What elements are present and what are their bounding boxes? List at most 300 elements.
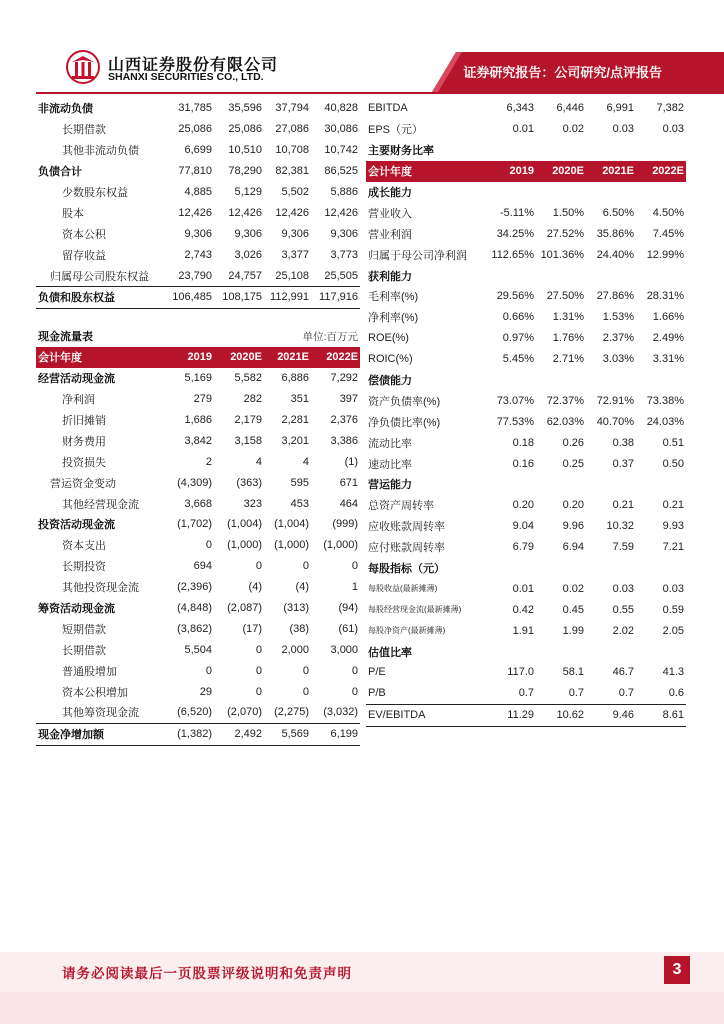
row-label: 短期借款 bbox=[62, 623, 106, 636]
value-cell: (4,309) bbox=[177, 476, 212, 489]
table-row bbox=[36, 556, 360, 577]
header-cell: 2022E bbox=[311, 347, 360, 368]
cash-flow-title: 现金流量表 bbox=[38, 331, 93, 344]
footer-disclaimer: 请务必阅读最后一页股票评级说明和免责声明 bbox=[62, 966, 352, 982]
value-cell: 2,179 bbox=[234, 414, 262, 426]
row-label: 成长能力 bbox=[368, 187, 412, 199]
value-cell: 0.03 bbox=[612, 123, 634, 136]
row-label: 流动比率 bbox=[368, 437, 412, 450]
table-row bbox=[366, 620, 686, 641]
table-row bbox=[36, 598, 360, 619]
value-cell: (1,000) bbox=[323, 539, 359, 552]
value-cell: 29 bbox=[199, 685, 212, 698]
value-cell: 73.38% bbox=[646, 394, 684, 407]
row-label: 净负债比率(%) bbox=[368, 416, 441, 429]
value-cell: 0.7 bbox=[568, 687, 584, 700]
value-cell: (1,004) bbox=[274, 518, 309, 531]
row-label: 投资活动现金流 bbox=[38, 519, 115, 532]
row-label: 其他经营现金流 bbox=[62, 498, 139, 511]
value-cell: 323 bbox=[243, 497, 262, 510]
value-cell: 0.66% bbox=[502, 311, 534, 324]
value-cell: (1,702) bbox=[177, 518, 212, 531]
value-cell: 1.31% bbox=[552, 311, 584, 324]
value-cell: 6,343 bbox=[506, 102, 534, 115]
table-row bbox=[366, 349, 686, 370]
value-cell: 282 bbox=[243, 393, 262, 406]
value-cell: (2,396) bbox=[177, 581, 212, 594]
table-row bbox=[366, 223, 686, 244]
value-cell: 82,381 bbox=[275, 165, 309, 178]
value-cell: (2,087) bbox=[227, 602, 262, 615]
table-row bbox=[36, 577, 360, 598]
value-cell: 101.36% bbox=[540, 248, 584, 261]
value-cell: 9.96 bbox=[562, 520, 584, 533]
value-cell: 0.16 bbox=[512, 457, 534, 470]
value-cell: 40.70% bbox=[596, 415, 634, 428]
value-cell: 12,426 bbox=[324, 206, 358, 219]
value-cell: (3,032) bbox=[323, 706, 359, 719]
table-row bbox=[366, 202, 686, 223]
table-row bbox=[366, 432, 686, 453]
value-cell: 0.6 bbox=[668, 687, 684, 700]
value-cell: 0 bbox=[255, 643, 262, 656]
row-label: 财务费用 bbox=[62, 435, 106, 448]
value-cell: (17) bbox=[242, 622, 262, 635]
value-cell: 3.31% bbox=[652, 353, 684, 366]
value-cell: 0.7 bbox=[518, 687, 534, 700]
cash-flow-header-row bbox=[36, 347, 360, 368]
row-label: 投资损失 bbox=[62, 456, 106, 469]
value-cell: 2,492 bbox=[214, 723, 264, 745]
header-cell: 2022E bbox=[636, 161, 686, 182]
value-cell: 0.01 bbox=[512, 582, 534, 595]
value-cell: 4,885 bbox=[184, 186, 212, 198]
row-label: 应收账款周转率 bbox=[368, 521, 445, 534]
value-cell: 6,446 bbox=[556, 102, 584, 115]
value-cell: 1 bbox=[351, 581, 359, 594]
value-cell: 671 bbox=[339, 476, 359, 489]
cash-flow-unit: 单位:百万元 bbox=[302, 330, 359, 343]
financial-ratios-table bbox=[366, 98, 686, 727]
row-label: 净利率(%) bbox=[368, 312, 419, 325]
value-cell: 7,292 bbox=[330, 372, 359, 385]
value-cell: 73.07% bbox=[496, 394, 534, 407]
row-label: EPS（元） bbox=[368, 124, 424, 137]
header-divider bbox=[36, 92, 724, 94]
value-cell: 0.26 bbox=[562, 436, 584, 449]
value-cell: 23,790 bbox=[178, 269, 212, 282]
ratios-header-row bbox=[366, 161, 686, 182]
row-label: 营业利润 bbox=[368, 228, 412, 241]
table-row bbox=[36, 535, 360, 556]
value-cell: (1,000) bbox=[227, 539, 262, 552]
value-cell: 0.7 bbox=[618, 687, 634, 700]
value-cell: 5,569 bbox=[264, 723, 311, 745]
value-cell: 0 bbox=[351, 664, 359, 677]
value-cell: 24.03% bbox=[646, 415, 684, 428]
row-label: 归属于母公司净利润 bbox=[368, 249, 467, 262]
value-cell: 1.50% bbox=[552, 206, 584, 219]
row-label: 其他非流动负债 bbox=[62, 145, 139, 158]
row-label: 总资产周转率 bbox=[368, 500, 434, 513]
table-row bbox=[36, 223, 360, 244]
header-cell: 会计年度 bbox=[366, 161, 484, 182]
value-cell: 1,686 bbox=[184, 414, 212, 426]
value-cell: 4 bbox=[302, 455, 309, 468]
value-cell: (38) bbox=[289, 622, 309, 635]
value-cell: 40,828 bbox=[324, 102, 358, 115]
table-row bbox=[366, 599, 686, 620]
row-label: 长期投资 bbox=[62, 561, 106, 574]
table-row bbox=[366, 683, 686, 704]
page-number: 3 bbox=[664, 956, 690, 984]
value-cell: 31,785 bbox=[178, 102, 212, 115]
row-label: P/B bbox=[368, 687, 386, 700]
row-label: 折旧摊销 bbox=[62, 415, 106, 427]
row-label: ROIC(%) bbox=[368, 353, 413, 366]
value-cell: 7.59 bbox=[612, 541, 634, 554]
value-cell: 0.55 bbox=[612, 603, 634, 616]
table-row bbox=[36, 514, 360, 535]
value-cell: 694 bbox=[193, 560, 212, 573]
company-name-en: SHANXI SECURITIES CO., LTD. bbox=[108, 71, 264, 83]
value-cell: 1.76% bbox=[552, 332, 584, 345]
table-row bbox=[36, 244, 360, 265]
value-cell: 0.38 bbox=[612, 436, 634, 449]
value-cell: 37,794 bbox=[275, 102, 309, 115]
value-cell: 1.66% bbox=[652, 311, 684, 324]
row-label: 其他投资现金流 bbox=[62, 582, 139, 595]
value-cell: 106,485 bbox=[164, 287, 214, 309]
value-cell: 0.97% bbox=[502, 332, 534, 345]
value-cell: 3,201 bbox=[281, 434, 309, 447]
value-cell: 2,376 bbox=[330, 414, 359, 426]
value-cell: 2,743 bbox=[184, 248, 212, 261]
value-cell: (1,000) bbox=[274, 539, 309, 552]
value-cell: 0.59 bbox=[662, 603, 684, 616]
value-cell: 4.50% bbox=[652, 206, 684, 219]
report-type: 证券研究报告：公司研究/点评报告 bbox=[463, 65, 662, 80]
table-row bbox=[366, 641, 686, 662]
value-cell: 77,810 bbox=[178, 165, 212, 178]
table-row bbox=[36, 119, 360, 140]
value-cell: 12.99% bbox=[646, 248, 684, 261]
value-cell: 72.37% bbox=[546, 394, 584, 407]
value-cell: 464 bbox=[339, 497, 359, 510]
value-cell: 0.45 bbox=[562, 603, 584, 616]
row-label: 其他筹资现金流 bbox=[62, 707, 139, 720]
value-cell: (313) bbox=[283, 602, 309, 615]
value-cell: 34.25% bbox=[496, 227, 534, 240]
table-row bbox=[36, 410, 360, 431]
table-row bbox=[36, 265, 360, 286]
value-cell: 1.53% bbox=[602, 311, 634, 324]
row-label: 长期借款 bbox=[62, 644, 106, 657]
value-cell: 10.32 bbox=[606, 520, 634, 533]
row-label: 资产负债率(%) bbox=[368, 395, 441, 408]
value-cell: 27.52% bbox=[546, 227, 584, 240]
value-cell: 3,158 bbox=[234, 434, 262, 447]
value-cell: 25,086 bbox=[178, 123, 212, 136]
value-cell: 72.91% bbox=[596, 394, 634, 407]
value-cell: 0.03 bbox=[662, 123, 684, 136]
row-label: P/E bbox=[368, 666, 386, 679]
table-row bbox=[366, 265, 686, 286]
row-label: 资本支出 bbox=[62, 540, 106, 553]
header-cell: 2020E bbox=[214, 347, 264, 368]
value-cell: (2,070) bbox=[227, 706, 262, 719]
ratios-title: 主要财务比率 bbox=[368, 145, 434, 158]
value-cell: 10,742 bbox=[324, 144, 358, 157]
table-row bbox=[366, 537, 686, 558]
value-cell: 0.21 bbox=[612, 499, 634, 512]
value-cell: 27.86% bbox=[596, 290, 634, 303]
value-cell: 24,757 bbox=[228, 269, 262, 282]
value-cell: 5,129 bbox=[234, 186, 262, 198]
value-cell: 0.21 bbox=[662, 499, 684, 512]
value-cell: 62.03% bbox=[546, 415, 584, 428]
value-cell: 6,991 bbox=[606, 102, 634, 115]
row-label: 营业收入 bbox=[368, 207, 412, 220]
value-cell: (2,275) bbox=[274, 706, 309, 719]
value-cell: 351 bbox=[290, 393, 309, 406]
value-cell: 11.29 bbox=[484, 704, 536, 726]
value-cell: 5,169 bbox=[184, 372, 212, 385]
row-label: 留存收益 bbox=[62, 249, 106, 262]
value-cell: (4,848) bbox=[177, 602, 212, 615]
row-label: 获利能力 bbox=[368, 270, 412, 283]
value-cell: 0.50 bbox=[662, 457, 684, 470]
row-label: 普通股增加 bbox=[62, 665, 117, 678]
value-cell: 0 bbox=[302, 560, 309, 573]
table-row bbox=[36, 702, 360, 723]
value-cell: 10,510 bbox=[228, 144, 262, 157]
value-cell: 595 bbox=[290, 476, 309, 489]
value-cell: 2,281 bbox=[281, 414, 309, 426]
row-label: 筹资活动现金流 bbox=[38, 603, 115, 616]
header-cell: 2020E bbox=[536, 161, 586, 182]
value-cell: 1.99 bbox=[562, 624, 584, 637]
value-cell: 0 bbox=[255, 664, 262, 677]
value-cell: 12,426 bbox=[228, 206, 262, 219]
value-cell: 397 bbox=[339, 393, 359, 406]
row-label: 长期借款 bbox=[62, 124, 106, 137]
value-cell: 5,582 bbox=[234, 372, 262, 385]
table-row bbox=[366, 495, 686, 516]
table-row bbox=[36, 472, 360, 493]
value-cell: (1) bbox=[344, 455, 359, 468]
table-row bbox=[366, 558, 686, 579]
header-cell: 2021E bbox=[264, 347, 311, 368]
table-row bbox=[36, 618, 360, 639]
value-cell: 5,886 bbox=[330, 186, 358, 198]
value-cell: 0.42 bbox=[512, 603, 534, 616]
value-cell: 7.45% bbox=[652, 227, 684, 240]
table-row bbox=[36, 98, 360, 119]
value-cell: 0.03 bbox=[662, 582, 684, 595]
value-cell: (94) bbox=[338, 602, 359, 615]
row-label: 负债和股东权益 bbox=[36, 287, 164, 309]
table-row bbox=[36, 389, 360, 410]
row-label: 估值比率 bbox=[368, 646, 412, 659]
value-cell: 6,199 bbox=[311, 723, 360, 745]
value-cell: 4 bbox=[255, 455, 262, 468]
row-label: 毛利率(%) bbox=[368, 291, 419, 304]
value-cell: 35.86% bbox=[596, 227, 634, 240]
table-row bbox=[36, 451, 360, 472]
company-logo-icon bbox=[66, 50, 100, 84]
value-cell: 24.40% bbox=[596, 248, 634, 261]
value-cell: 2.05 bbox=[662, 624, 684, 637]
table-row bbox=[366, 474, 686, 495]
value-cell: 112.65% bbox=[491, 248, 534, 261]
value-cell: 12,426 bbox=[275, 206, 309, 219]
value-cell: 25,086 bbox=[228, 123, 262, 136]
table-row bbox=[36, 430, 360, 451]
value-cell: 58.1 bbox=[562, 666, 584, 679]
header-cell: 2021E bbox=[586, 161, 636, 182]
value-cell: 28.31% bbox=[646, 290, 684, 303]
page-header bbox=[0, 0, 724, 92]
value-cell: 3.03% bbox=[602, 353, 634, 366]
row-label: 负债合计 bbox=[38, 166, 82, 179]
row-label: ROE(%) bbox=[368, 332, 409, 345]
table-row bbox=[36, 639, 360, 660]
company-name-cn: 山西证券股份有限公司 bbox=[108, 57, 279, 74]
value-cell: -5.11% bbox=[499, 206, 534, 219]
row-label: 股本 bbox=[62, 207, 84, 220]
value-cell: 0 bbox=[351, 560, 359, 573]
value-cell: 9,306 bbox=[184, 227, 212, 240]
value-cell: 0.03 bbox=[612, 582, 634, 595]
value-cell: (4) bbox=[295, 581, 309, 594]
value-cell: 7,382 bbox=[656, 102, 684, 115]
table-row bbox=[366, 390, 686, 411]
value-cell: 10,708 bbox=[275, 144, 309, 157]
value-cell: 0 bbox=[255, 685, 262, 698]
value-cell: 0.20 bbox=[512, 499, 534, 512]
value-cell: 27.50% bbox=[546, 290, 584, 303]
row-label: 偿债能力 bbox=[368, 375, 412, 388]
value-cell: 0.20 bbox=[562, 499, 584, 512]
value-cell: (363) bbox=[236, 476, 262, 489]
value-cell: 2.02 bbox=[612, 624, 634, 637]
table-row bbox=[36, 368, 360, 389]
value-cell: 1.91 bbox=[512, 624, 534, 637]
value-cell: 0.01 bbox=[512, 123, 534, 136]
value-cell: 0 bbox=[351, 685, 359, 698]
row-label: 少数股东权益 bbox=[62, 187, 128, 199]
value-cell: 8.61 bbox=[636, 704, 686, 726]
row-label: 经营活动现金流 bbox=[38, 373, 115, 386]
table-row bbox=[366, 328, 686, 349]
value-cell: 0.37 bbox=[612, 457, 634, 470]
row-label: 每股指标（元） bbox=[368, 563, 445, 576]
table-row bbox=[36, 202, 360, 223]
row-label: 资本公积 bbox=[62, 228, 106, 241]
table-row bbox=[366, 182, 686, 203]
table-row bbox=[366, 370, 686, 391]
header-cell: 2019 bbox=[484, 161, 536, 182]
value-cell: 3,026 bbox=[234, 248, 262, 261]
value-cell: 5.45% bbox=[502, 353, 534, 366]
balance-sheet-table bbox=[36, 98, 360, 309]
value-cell: 2.37% bbox=[602, 332, 634, 345]
table-row bbox=[36, 161, 360, 182]
table-row bbox=[366, 307, 686, 328]
value-cell: 0.02 bbox=[562, 582, 584, 595]
table-row bbox=[366, 662, 686, 683]
row-label: 速动比率 bbox=[368, 458, 412, 471]
value-cell: 9.04 bbox=[512, 520, 534, 533]
value-cell: 30,086 bbox=[324, 123, 358, 136]
value-cell: 9,306 bbox=[234, 227, 262, 240]
row-label: 非流动负债 bbox=[38, 103, 93, 116]
row-label: 每股净资产(最新摊薄) bbox=[368, 626, 446, 636]
value-cell: 0 bbox=[302, 685, 309, 698]
value-cell: 0 bbox=[302, 664, 309, 677]
value-cell: 10.62 bbox=[536, 704, 586, 726]
value-cell: 3,377 bbox=[281, 248, 309, 261]
row-label: 每股经营现金流(最新摊薄) bbox=[368, 605, 462, 615]
value-cell: 6,886 bbox=[281, 372, 309, 385]
value-cell: 12,426 bbox=[178, 206, 212, 219]
value-cell: 27,086 bbox=[275, 123, 309, 136]
value-cell: 46.7 bbox=[612, 666, 634, 679]
table-row bbox=[366, 411, 686, 432]
row-label: 资本公积增加 bbox=[62, 686, 128, 699]
value-cell: (6,520) bbox=[177, 706, 212, 719]
table-row bbox=[366, 286, 686, 307]
value-cell: 2.49% bbox=[652, 332, 684, 345]
value-cell: 35,596 bbox=[228, 102, 262, 115]
value-cell: 3,000 bbox=[330, 643, 359, 656]
value-cell: 0 bbox=[255, 560, 262, 573]
value-cell: 117.0 bbox=[507, 666, 534, 679]
value-cell: 25,108 bbox=[275, 269, 309, 282]
value-cell: 9.93 bbox=[662, 520, 684, 533]
value-cell: 29.56% bbox=[496, 290, 534, 303]
header-cell: 会计年度 bbox=[36, 347, 164, 368]
value-cell: 0.51 bbox=[662, 436, 684, 449]
row-label: EV/EBITDA bbox=[366, 704, 484, 726]
table-row bbox=[366, 516, 686, 537]
value-cell: 279 bbox=[193, 393, 212, 406]
table-row bbox=[36, 493, 360, 514]
value-cell: 2,000 bbox=[281, 643, 309, 656]
cash-flow-table bbox=[36, 326, 360, 746]
value-cell: 5,504 bbox=[184, 643, 212, 656]
value-cell: 112,991 bbox=[264, 287, 311, 309]
table-row bbox=[366, 704, 686, 726]
value-cell: 453 bbox=[290, 497, 309, 510]
table-row bbox=[366, 453, 686, 474]
table-row bbox=[366, 98, 686, 119]
row-label: 净利润 bbox=[62, 394, 95, 407]
value-cell: 5,502 bbox=[281, 186, 309, 198]
value-cell: 108,175 bbox=[214, 287, 264, 309]
value-cell: 3,773 bbox=[330, 248, 358, 261]
table-row bbox=[36, 723, 360, 745]
row-label: 每股收益(最新摊薄) bbox=[368, 584, 438, 594]
table-row bbox=[36, 287, 360, 309]
value-cell: 0.02 bbox=[562, 123, 584, 136]
value-cell: 3,386 bbox=[330, 434, 359, 447]
value-cell: 86,525 bbox=[324, 165, 358, 178]
value-cell: 6.79 bbox=[512, 541, 534, 554]
row-label: 归属母公司股东权益 bbox=[50, 270, 149, 283]
value-cell: 25,505 bbox=[324, 269, 358, 282]
